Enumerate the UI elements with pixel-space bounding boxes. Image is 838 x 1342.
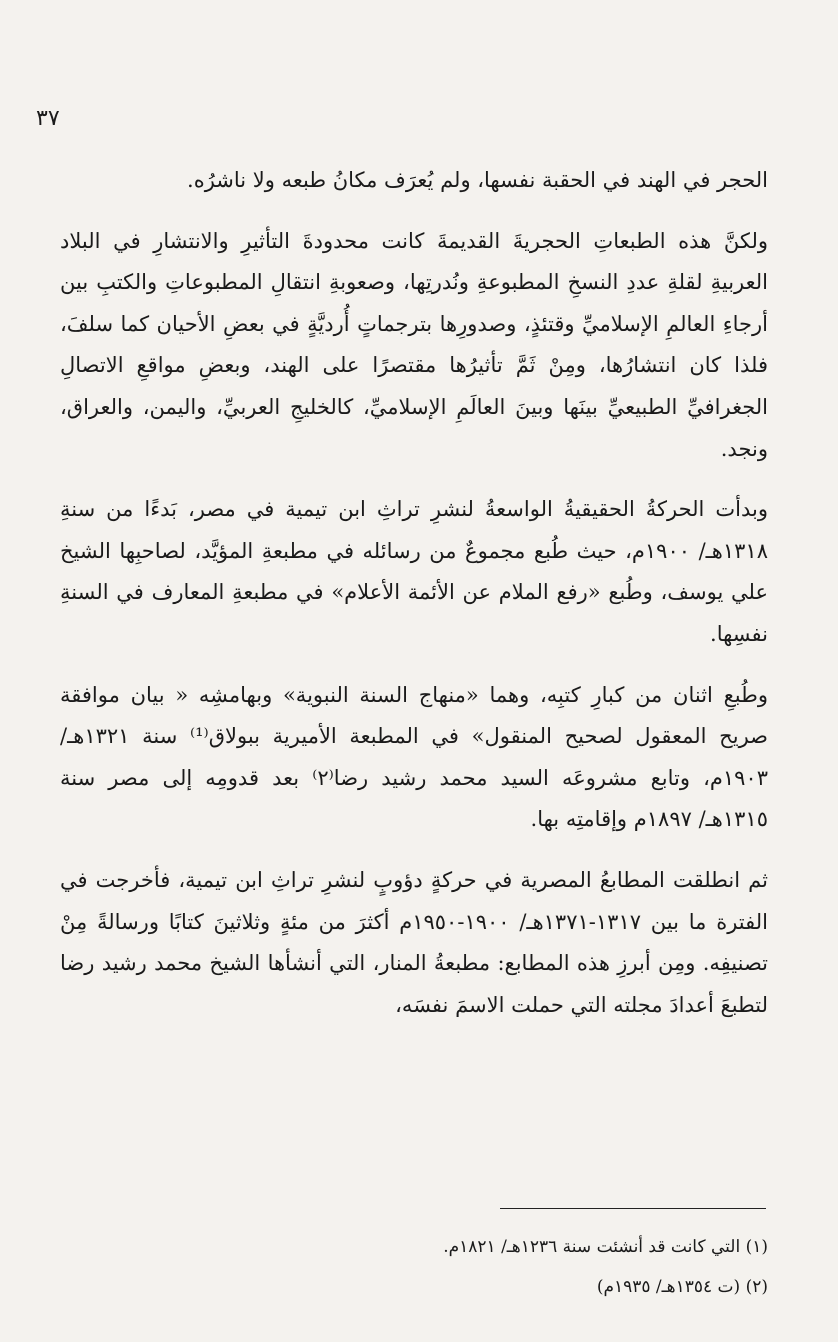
page-number: ٣٧ — [36, 106, 60, 131]
paragraph: ثم انطلقت المطابعُ المصرية في حركةٍ دؤوبٍ لنشرِ تراثِ ابن تيمية، فأخرجت في الفترة ما بين ١٣١٧-١٣٧١هـ/ ١٩٠٠-١٩٥٠م أكثرَ من مئةٍ وثلاثينَ كتابًا ورسالةً مِنْ تصنيفِه. ومِن أبرزِ هذه المطابع: مطبعةُ المنار، التي أنشأها الشيخ محمد رشيد رضا لتطبعَ أعدادَ مجلته التي حملت الاسمَ نفسَه، — [60, 867, 768, 1017]
footnote-divider — [500, 1208, 766, 1209]
paragraph: وطُبعِ اثنان من كبارِ كتبِه، وهما «منهاج السنة النبوية» وبهامشِه « بيان موافقة صريح المعقول لصحيح المنقول» في المطبعة الأميرية ببولاق⁽¹⁾ سنة ١٣٢١هـ/ ١٩٠٣م، وتابع مشروعَه السيد محمد رشيد رضا⁽٢⁾ بعد قدومِه إلى مصر سنة ١٣١٥هـ/ ١٨٩٧م وإقامتِه بها. — [60, 682, 769, 832]
paragraph: ولكنَّ هذه الطبعاتِ الحجريةَ القديمةَ كانت محدودةَ التأثيرِ والانتشارِ في البلاد العربيةِ لقلةِ عددِ النسخِ المطبوعةِ ونُدرتِها، وصعوبةِ انتقالِ المطبوعاتِ والكتبِ بين أرجاءِ العالمِ الإسلاميِّ وقتئذٍ، وصدورِها بترجماتٍ أُرديَّةٍ في بعضِ الأحيان كما سلفَ، فلذا كان انتشارُها، ومِنْ ثَمَّ تأثيرُها مقتصرًا على الهند، وبعضِ مواقعِ الاتصالِ الجغرافيِّ الطبيعيِّ بينَها وبينَ العالَمِ الإسلاميِّ، كالخليجِ العربيِّ، واليمن، والعراق، ونجد. — [60, 228, 768, 461]
footnote: (٢) (ت ١٣٥٤هـ/ ١٩٣٥م) — [596, 1277, 768, 1297]
footnotes — [60, 1227, 768, 1307]
paragraph: الحجر في الهند في الحقبة نفسها، ولم يُعرَف مكانُ طبعه ولا ناشرُه. — [187, 168, 768, 192]
footnote: (١) التي كانت قد أنشئت سنة ١٢٣٦هـ/ ١٨٢١م. — [443, 1237, 768, 1257]
paragraph: وبدأت الحركةُ الحقيقيةُ الواسعةُ لنشرِ تراثِ ابن تيمية في مصر، بَدءًا من سنةِ ١٣١٨هـ/ ١٩٠٠م، حيث طُبع مجموعٌ من رسائله في مطبعةِ المؤيَّد، لصاحبِها الشيخ علي يوسف، وطُبع «رفع الملام عن الأئمة الأعلام» في مطبعةِ المعارف في السنةِ نفسِها. — [60, 497, 768, 646]
body-text — [60, 160, 768, 1045]
